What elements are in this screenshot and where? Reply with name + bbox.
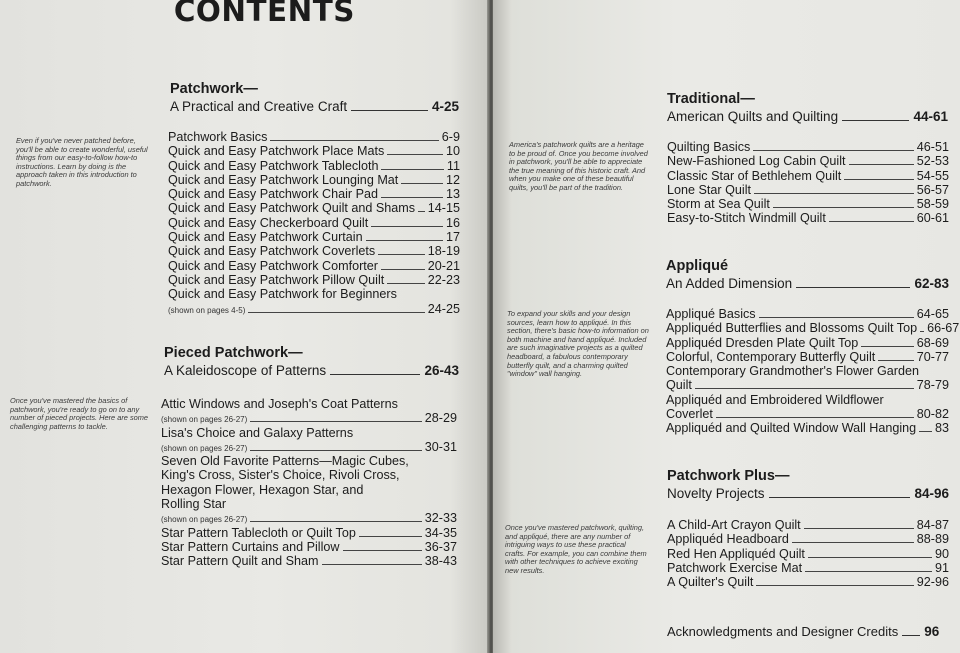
toc-entry [667, 183, 949, 197]
entry-page: 34-35 [424, 525, 457, 540]
toc-entry [667, 575, 949, 589]
leader-rule [753, 150, 913, 151]
section-page: 26-43 [424, 363, 459, 378]
entry-page: 11 [446, 158, 460, 173]
toc-entry [667, 561, 949, 575]
toc-entry [161, 540, 457, 554]
leader-rule [250, 450, 422, 451]
entry-list [161, 397, 457, 569]
toc-entry [168, 216, 460, 230]
entry-page: 88-89 [916, 532, 949, 547]
section-subtitle-row [170, 98, 459, 116]
entry-list [667, 140, 949, 226]
leader-rule [387, 283, 425, 284]
entry-page: 32-33 [424, 511, 457, 526]
section-note: Once you've mastered patchwork, quilting, and appliqué, there are any number of intriguing ways to use these practical crafts. For example, you can combine them with other techniques to achieve exciting new results. [505, 523, 647, 575]
entry-title: Red Hen Appliquéd Quilt [667, 546, 805, 561]
entry-shown-on-note: (shown on pages 26-27) [161, 415, 248, 425]
entry-title: Appliquéd and Quilted Window Wall Hanging [666, 421, 917, 436]
toc-entry [168, 159, 460, 173]
section-subtitle-row [666, 275, 949, 293]
entry-title: Quick and Easy Patchwork Quilt and Shams [168, 201, 416, 216]
leader-rule [359, 536, 422, 537]
entry-page: 70-77 [916, 349, 949, 364]
toc-entry [666, 350, 949, 364]
entry-title: Contemporary Grandmother's Flower Garden [666, 364, 919, 379]
entry-page: 46-51 [916, 140, 949, 154]
leader-rule [920, 331, 924, 332]
entry-title: Lone Star Quilt [667, 182, 752, 197]
toc-entry [161, 440, 457, 454]
entry-title: Rolling Star [161, 497, 227, 512]
section-pieced-patchwork [164, 344, 459, 380]
entry-page: 24-25 [427, 301, 460, 316]
section-page: 62-83 [914, 276, 949, 291]
entry-title: Quick and Easy Patchwork Lounging Mat [168, 172, 399, 187]
section-heading: Pieced Patchwork— [164, 345, 303, 361]
entry-title: Colorful, Contemporary Butterfly Quilt [666, 349, 876, 364]
leader-rule [878, 360, 914, 361]
toc-entry [168, 273, 460, 287]
toc-entry [666, 421, 949, 435]
entry-page: 52-53 [916, 154, 949, 169]
entry-title: A Quilter's Quilt [667, 575, 754, 590]
leader-rule [248, 312, 424, 313]
entry-shown-on-note: (shown on pages 4-5) [168, 305, 246, 315]
credits-page: 96 [924, 624, 940, 639]
entry-title: Classic Star of Bethlehem Quilt [667, 168, 842, 183]
toc-entry [168, 259, 460, 273]
toc-entry [168, 130, 460, 144]
toc-entry [667, 211, 949, 225]
toc-entry [666, 321, 960, 336]
entry-title: Quick and Easy Patchwork Place Mats [168, 144, 385, 159]
toc-entry [667, 518, 949, 532]
entry-page: 13 [445, 187, 460, 202]
entry-title: Patchwork Exercise Mat [667, 560, 803, 575]
entry-page: 16 [445, 215, 460, 230]
leader-rule [250, 421, 422, 422]
entry-title: Lisa's Choice and Galaxy Patterns [161, 425, 354, 440]
entry-list [168, 130, 460, 316]
entry-page: 58-59 [916, 197, 949, 212]
toc-entry [161, 526, 457, 540]
entry-page: 91 [934, 560, 949, 575]
toc-entry [168, 230, 460, 244]
entry-title: Star Pattern Quilt and Sham [161, 554, 319, 569]
leader-rule [378, 254, 425, 255]
leader-rule [759, 317, 914, 318]
leader-rule [418, 211, 425, 212]
entry-page: 38-43 [424, 554, 457, 569]
toc-entry [168, 244, 460, 258]
entry-page: 54-55 [916, 168, 949, 183]
toc-entry [667, 532, 949, 546]
leader-rule [796, 287, 910, 288]
toc-entry [667, 197, 949, 211]
section-subtitle: American Quilts and Quilting [667, 109, 839, 124]
section-subtitle: A Practical and Creative Craft [170, 99, 348, 114]
entry-page: 83 [934, 421, 949, 436]
section-note: America's patchwork quilts are a heritage to be proud of. Once you become involved in patchwork, you'll be able to appreciate the true meaning of this historic craft. And when you make one of these beautiful quilts, you'll be part of the tradition. [509, 140, 648, 192]
section-page: 84-96 [914, 486, 949, 501]
entry-title: Appliqué Basics [666, 307, 756, 321]
entry-page: 56-57 [916, 182, 949, 197]
entry-title: Appliquéd Dresden Plate Quilt Top [666, 335, 859, 350]
section-subtitle: A Kaleidoscope of Patterns [164, 363, 327, 378]
toc-entry [168, 144, 460, 158]
leader-rule [270, 140, 438, 141]
leader-rule [381, 269, 425, 270]
entry-title: Quick and Easy Checkerboard Quilt [168, 215, 369, 230]
entry-page: 68-69 [916, 335, 949, 350]
entry-page: 22-23 [427, 272, 460, 287]
leader-rule [861, 346, 913, 347]
leader-rule [381, 197, 443, 198]
entry-title: A Child-Art Crayon Quilt [667, 518, 801, 532]
leader-rule [371, 226, 443, 227]
section-traditional [667, 90, 948, 126]
toc-entry [161, 411, 457, 425]
toc-entry [161, 554, 457, 568]
leader-rule [695, 388, 914, 389]
section-page: 44-61 [913, 109, 948, 124]
toc-entry [161, 426, 457, 440]
toc-entry [666, 336, 949, 350]
leader-rule [366, 240, 443, 241]
leader-rule [773, 207, 914, 208]
section-heading: Traditional— [667, 91, 755, 107]
leader-rule [792, 542, 914, 543]
leader-rule [381, 169, 443, 170]
toc-entry [667, 169, 949, 183]
toc-entry [168, 173, 460, 187]
entry-page: 6-9 [441, 130, 460, 144]
entry-title: Easy-to-Stitch Windmill Quilt [667, 211, 826, 226]
entry-list [666, 307, 960, 436]
leader-rule [919, 431, 932, 432]
leader-rule [769, 497, 911, 498]
entry-list [667, 518, 949, 589]
entry-title: Appliquéd and Embroidered Wildflower [666, 392, 884, 407]
leader-rule [401, 183, 443, 184]
credits-row [667, 624, 939, 639]
leader-rule [250, 521, 422, 522]
entry-title: Appliquéd Headboard [667, 532, 789, 547]
credits-label: Acknowledgments and Designer Credits [667, 624, 899, 639]
entry-page: 64-65 [916, 307, 949, 321]
entry-page: 36-37 [424, 539, 457, 554]
entry-title: Seven Old Favorite Patterns—Magic Cubes, [161, 454, 409, 469]
entry-page: 30-31 [424, 439, 457, 454]
entry-page: 84-87 [916, 518, 949, 532]
entry-page: 18-19 [427, 244, 460, 259]
entry-page: 90 [934, 546, 949, 561]
entry-title: Quick and Easy Patchwork Curtain [168, 230, 363, 245]
entry-page: 78-79 [916, 378, 949, 393]
entry-shown-on-note: (shown on pages 26-27) [161, 515, 248, 525]
toc-entry [666, 407, 949, 421]
toc-entry [161, 497, 457, 511]
section-subtitle-row [164, 362, 459, 380]
entry-title: Quick and Easy Patchwork Comforter [168, 258, 378, 273]
section-note: Once you've mastered the basics of patchwork, you're ready to go on to any number of pieced projects. Here are some challenging patterns to tackle. [10, 396, 149, 431]
leader-rule [330, 374, 420, 375]
leader-rule [756, 585, 913, 586]
leader-rule [844, 179, 913, 180]
leader-rule [351, 110, 428, 111]
leader-rule [849, 164, 914, 165]
entry-title: Quilting Basics [667, 140, 751, 154]
entry-page: 28-29 [424, 411, 457, 426]
entry-title: Quick and Easy Patchwork Pillow Quilt [168, 272, 385, 287]
toc-entry [666, 378, 949, 392]
section-patchwork [170, 80, 459, 116]
toc-entry [168, 302, 460, 316]
entry-title: Star Pattern Tablecloth or Quilt Top [161, 525, 356, 540]
section-subtitle: An Added Dimension [666, 276, 793, 291]
toc-entry [666, 307, 949, 321]
entry-page: 60-61 [916, 211, 949, 226]
entry-page: 66-67 [927, 321, 960, 336]
entry-title: Quick and Easy Patchwork Chair Pad [168, 187, 378, 202]
entry-title: Hexagon Flower, Hexagon Star, and [161, 482, 364, 497]
entry-title: Patchwork Basics [168, 130, 268, 144]
leader-rule [387, 154, 443, 155]
toc-entry [666, 364, 949, 378]
toc-entry [161, 397, 457, 411]
entry-title: Star Pattern Curtains and Pillow [161, 539, 340, 554]
section-heading: Appliqué [666, 258, 729, 274]
page-title: CONTENTS [173, 0, 355, 29]
section-page: 4-25 [431, 99, 459, 114]
entry-page: 14-15 [427, 201, 460, 216]
leader-rule [343, 550, 422, 551]
section-patchwork-plus [667, 467, 949, 503]
toc-entry [161, 468, 457, 482]
entry-title: New-Fashioned Log Cabin Quilt [667, 154, 846, 169]
leader-rule [902, 635, 920, 636]
entry-page: 20-21 [427, 258, 460, 273]
entry-page: 92-96 [916, 575, 949, 590]
entry-title: Coverlet [666, 407, 713, 422]
entry-title: Quilt [666, 378, 692, 393]
leader-rule [716, 417, 914, 418]
section-heading: Patchwork— [170, 81, 258, 97]
entry-title: Quick and Easy Patchwork for Beginners [168, 287, 397, 302]
section-subtitle: Novelty Projects [667, 486, 765, 501]
section-note: To expand your skills and your design sources, learn how to appliqué. In this section, there's basic how-to information on both machine and hand appliqué. Included are such imaginative projects as a quilted headboard, a fabulous contemporary butterfly quilt, and a charming quilted "window" wall hanging. [507, 309, 649, 379]
leader-rule [829, 221, 914, 222]
entry-page: 10 [445, 144, 460, 159]
leader-rule [754, 193, 914, 194]
toc-entry [161, 511, 457, 525]
toc-entry [667, 154, 949, 168]
entry-title: King's Cross, Sister's Choice, Rivoli Cross, [161, 468, 400, 483]
entry-page: 17 [445, 230, 460, 245]
toc-entry [667, 547, 949, 561]
entry-title: Attic Windows and Joseph's Coat Patterns [161, 397, 398, 411]
entry-title: Storm at Sea Quilt [667, 197, 770, 212]
entry-title: Quick and Easy Patchwork Coverlets [168, 244, 376, 259]
leader-rule [842, 120, 909, 121]
right-page [493, 0, 960, 653]
leader-rule [805, 571, 932, 572]
toc-entry [667, 140, 949, 154]
leader-rule [804, 528, 914, 529]
section-heading: Patchwork Plus— [667, 468, 790, 484]
leader-rule [808, 557, 932, 558]
leader-rule [322, 564, 422, 565]
toc-entry [161, 483, 457, 497]
entry-title: Appliquéd Butterflies and Blossoms Quilt Top [666, 321, 918, 336]
entry-shown-on-note: (shown on pages 26-27) [161, 443, 248, 453]
section-note: Even if you've never patched before, you'll be able to create wonderful, useful things from our easy-to-follow how-to instructions. Learn by doing is the approach taken in this introduction to patchwork. [16, 136, 148, 188]
toc-entry [168, 187, 460, 201]
section-subtitle-row [667, 485, 949, 503]
toc-entry [168, 201, 460, 215]
entry-page: 12 [445, 172, 460, 187]
toc-entry [161, 454, 457, 468]
toc-entry [168, 287, 460, 301]
section-applique [666, 257, 949, 293]
entry-page: 80-82 [916, 407, 949, 422]
entry-title: Quick and Easy Patchwork Tablecloth [168, 158, 379, 173]
section-subtitle-row [667, 108, 948, 126]
toc-entry [666, 393, 949, 407]
